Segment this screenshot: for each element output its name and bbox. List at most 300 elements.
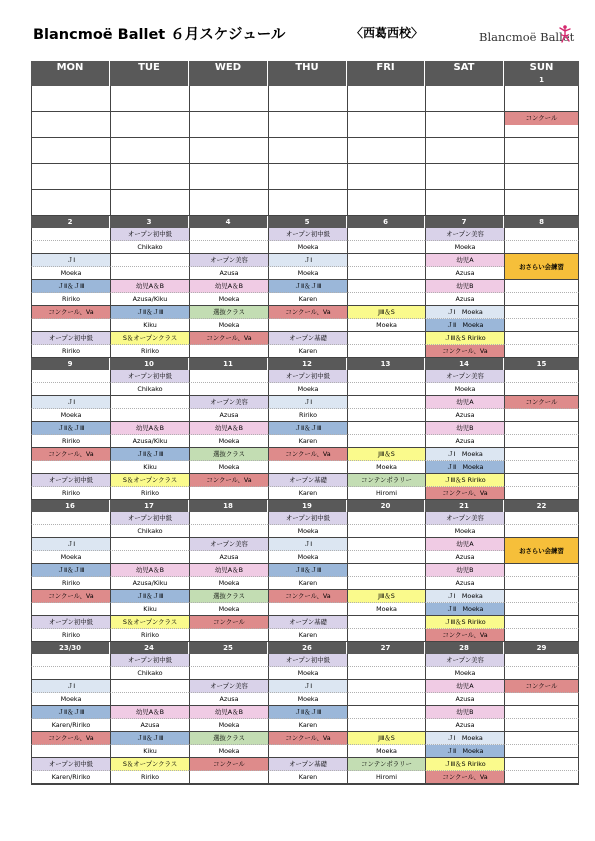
empty-slot	[110, 680, 189, 693]
empty-slot	[189, 512, 268, 525]
class-slot: オープン基礎	[268, 474, 347, 487]
empty-slot	[31, 241, 110, 254]
empty-slot	[504, 616, 579, 629]
empty-slot	[347, 616, 425, 629]
date-label: 19	[268, 500, 347, 512]
class-slot: ＪⅡ Moeka	[425, 745, 504, 758]
schedule-row	[31, 616, 579, 629]
empty-slot	[189, 383, 268, 396]
class-slot: Kiku	[110, 319, 189, 332]
class-slot: ＪⅠ Moeka	[425, 590, 504, 603]
date-label: 6	[347, 216, 425, 228]
class-slot: オープン初中級	[31, 332, 110, 345]
empty-slot	[504, 564, 579, 577]
class-slot: Moeka	[31, 693, 110, 706]
schedule-row	[31, 538, 579, 551]
empty-slot	[347, 280, 425, 293]
class-slot: 幼児A＆B	[189, 422, 268, 435]
class-slot: ＪⅢ＆S Ririko	[425, 758, 504, 771]
class-slot: Moeka	[347, 319, 425, 332]
class-slot: Ririko	[110, 345, 189, 358]
date-label	[347, 74, 425, 86]
class-slot: Azusa/Kiku	[110, 435, 189, 448]
class-slot: コンクール、Va	[189, 474, 268, 487]
schedule-row	[31, 590, 579, 603]
schedule-row	[31, 603, 579, 616]
class-slot: Moeka	[189, 293, 268, 306]
day-cell	[425, 86, 504, 216]
schedule-row	[31, 448, 579, 461]
week-block	[31, 654, 579, 784]
schedule-row	[31, 409, 579, 422]
empty-slot	[504, 345, 579, 358]
empty-slot	[189, 370, 268, 383]
class-slot: ＪⅡ＆ＪⅢ	[268, 422, 347, 435]
brand-logo	[477, 24, 577, 50]
empty-slot	[189, 345, 268, 358]
week-row	[31, 86, 579, 216]
class-slot: Moeka	[189, 745, 268, 758]
empty-slot	[189, 228, 268, 241]
empty-slot	[504, 409, 579, 422]
class-slot: 幼児A	[425, 680, 504, 693]
schedule-row	[31, 512, 579, 525]
class-slot: Karen/Ririko	[31, 719, 110, 732]
class-slot: Kiku	[110, 603, 189, 616]
class-slot: オープン基礎	[268, 332, 347, 345]
class-slot: Karen	[268, 771, 347, 784]
class-slot: Azusa	[425, 551, 504, 564]
class-slot: オープン初中級	[110, 228, 189, 241]
date-label: 7	[425, 216, 504, 228]
class-slot: ＪⅠ	[268, 680, 347, 693]
empty-slot	[347, 719, 425, 732]
class-slot: ＪⅡ Moeka	[425, 461, 504, 474]
class-slot: Moeka	[189, 435, 268, 448]
class-slot: 幼児A	[425, 538, 504, 551]
empty-slot	[504, 758, 579, 771]
class-slot: オープン初中級	[110, 370, 189, 383]
class-slot: Ririko	[110, 771, 189, 784]
class-slot: Moeka	[268, 693, 347, 706]
class-slot: オープン美容	[189, 254, 268, 267]
class-slot: Moeka	[268, 525, 347, 538]
class-slot: Azusa	[425, 267, 504, 280]
empty-slot	[31, 461, 110, 474]
class-slot: Chikako	[110, 241, 189, 254]
class-slot: ＪⅠ Moeka	[425, 306, 504, 319]
empty-slot	[189, 525, 268, 538]
class-slot: コンクール、Va	[425, 629, 504, 642]
empty-slot	[347, 629, 425, 642]
weekday-sun: SUN	[529, 62, 554, 73]
class-slot: オープン美容	[189, 680, 268, 693]
schedule-row	[31, 319, 579, 332]
weekday-fri: FRI	[347, 61, 425, 74]
class-slot: Azusa	[425, 577, 504, 590]
empty-slot	[347, 293, 425, 306]
class-slot: 幼児A	[425, 396, 504, 409]
empty-slot	[504, 370, 579, 383]
class-slot: コンテンポラリー	[347, 758, 425, 771]
empty-slot	[347, 525, 425, 538]
class-slot: ＪⅡ＆ＪⅢ	[31, 706, 110, 719]
date-label: 26	[268, 642, 347, 654]
day-cell	[110, 86, 189, 216]
class-slot: JⅢ＆S	[347, 306, 425, 319]
class-slot: Moeka	[268, 551, 347, 564]
class-slot: オープン初中級	[268, 228, 347, 241]
date-bar	[31, 358, 579, 370]
empty-slot	[347, 680, 425, 693]
empty-slot	[347, 512, 425, 525]
empty-slot	[268, 603, 347, 616]
weekday-sat: SAT	[425, 61, 504, 74]
empty-slot	[110, 693, 189, 706]
date-label: 11	[189, 358, 268, 370]
class-slot: 選抜クラス	[189, 306, 268, 319]
empty-slot	[504, 332, 579, 345]
empty-slot	[189, 629, 268, 642]
class-slot: Karen	[268, 719, 347, 732]
empty-slot	[347, 345, 425, 358]
class-slot: Karen	[268, 345, 347, 358]
class-slot: ＪⅠ	[31, 680, 110, 693]
schedule-row	[31, 293, 579, 306]
empty-slot	[347, 396, 425, 409]
empty-slot	[504, 383, 579, 396]
class-slot: Moeka	[425, 241, 504, 254]
empty-slot	[504, 525, 579, 538]
class-slot: Hiromi	[347, 487, 425, 500]
class-slot: コンクール、Va	[31, 306, 110, 319]
empty-slot	[347, 693, 425, 706]
class-slot: Karen/Ririko	[31, 771, 110, 784]
class-slot: Azusa/Kiku	[110, 577, 189, 590]
date-label: 25	[189, 642, 268, 654]
class-slot: ＪⅠ	[31, 396, 110, 409]
date-label: 1	[539, 76, 544, 84]
schedule-row	[31, 732, 579, 745]
day-cell	[189, 86, 268, 216]
schedule-calendar	[31, 61, 579, 785]
empty-slot	[504, 603, 579, 616]
class-slot: ＪⅡ＆ＪⅢ	[268, 706, 347, 719]
empty-slot	[110, 551, 189, 564]
page-header	[31, 18, 579, 48]
empty-slot	[347, 267, 425, 280]
date-label: 3	[110, 216, 189, 228]
schedule-row	[31, 383, 579, 396]
class-slot: コンクール、Va	[31, 732, 110, 745]
empty-slot	[347, 551, 425, 564]
schedule-row	[31, 370, 579, 383]
weekday-mon: MON	[31, 61, 110, 74]
class-slot: 幼児A＆B	[110, 280, 189, 293]
class-slot: オープン初中級	[268, 370, 347, 383]
class-slot: Moeka	[189, 577, 268, 590]
empty-slot	[504, 654, 579, 667]
class-slot: Azusa	[425, 409, 504, 422]
week-block	[31, 370, 579, 500]
class-slot: オープン美容	[425, 370, 504, 383]
class-slot: ＪⅡ＆ＪⅢ	[31, 564, 110, 577]
class-slot: Moeka	[31, 551, 110, 564]
empty-slot	[504, 512, 579, 525]
class-slot: Karen	[268, 577, 347, 590]
class-slot: コンクール、Va	[268, 732, 347, 745]
class-slot: コンクール、Va	[31, 590, 110, 603]
empty-slot	[189, 771, 268, 784]
class-slot: Moeka	[347, 461, 425, 474]
empty-slot	[504, 474, 579, 487]
empty-slot	[347, 422, 425, 435]
schedule-row	[31, 693, 579, 706]
empty-slot	[347, 564, 425, 577]
date-label: 9	[31, 358, 110, 370]
schedule-row	[31, 267, 579, 280]
class-slot: S＆オープンクラス	[110, 758, 189, 771]
page-title: Blancmoë Ballet ６月スケジュール	[33, 27, 286, 43]
empty-slot	[31, 603, 110, 616]
class-slot: Ririko	[31, 345, 110, 358]
class-slot: Moeka	[347, 745, 425, 758]
schedule-row	[31, 306, 579, 319]
class-slot: コンクール	[504, 396, 579, 409]
class-slot: Kiku	[110, 745, 189, 758]
class-slot: コンクール、Va	[425, 771, 504, 784]
class-slot: ＪⅡ Moeka	[425, 319, 504, 332]
class-slot: Moeka	[268, 241, 347, 254]
schedule-row	[31, 758, 579, 771]
empty-slot	[110, 538, 189, 551]
empty-slot	[504, 732, 579, 745]
class-slot: コンクール、Va	[425, 345, 504, 358]
schedule-row	[31, 487, 579, 500]
class-slot: コンクール	[189, 616, 268, 629]
class-slot: 幼児A＆B	[189, 564, 268, 577]
date-label	[189, 74, 268, 86]
class-slot: Ririko	[31, 577, 110, 590]
schedule-row	[31, 422, 579, 435]
schedule-row	[31, 680, 579, 693]
empty-slot	[504, 293, 579, 306]
class-slot: Azusa	[189, 267, 268, 280]
date-label: 2	[31, 216, 110, 228]
empty-slot	[504, 590, 579, 603]
empty-slot	[504, 706, 579, 719]
empty-slot	[347, 667, 425, 680]
class-slot: Azusa	[189, 551, 268, 564]
date-label	[268, 74, 347, 86]
schedule-row	[31, 719, 579, 732]
class-slot: Moeka	[425, 525, 504, 538]
schedule-row	[31, 629, 579, 642]
empty-slot	[110, 409, 189, 422]
schedule-row	[31, 564, 579, 577]
class-slot: コンテンポラリー	[347, 474, 425, 487]
class-slot: ＪⅡ＆ＪⅢ	[110, 448, 189, 461]
class-slot: コンクール、Va	[189, 332, 268, 345]
class-slot: ＪⅡ＆ＪⅢ	[268, 564, 347, 577]
schedule-row	[31, 551, 579, 564]
empty-slot	[110, 396, 189, 409]
class-slot: 幼児B	[425, 706, 504, 719]
class-slot: オープン初中級	[110, 654, 189, 667]
class-slot: コンクール、Va	[268, 306, 347, 319]
class-slot: Kiku	[110, 461, 189, 474]
weekday-wed: WED	[189, 61, 268, 74]
day-cell	[31, 86, 110, 216]
empty-slot	[504, 422, 579, 435]
class-slot: オープン初中級	[268, 654, 347, 667]
empty-slot	[504, 719, 579, 732]
class-slot: 幼児A＆B	[189, 280, 268, 293]
class-slot: ＪⅡ＆ＪⅢ	[268, 280, 347, 293]
class-slot: S＆オープンクラス	[110, 332, 189, 345]
schedule-row	[31, 461, 579, 474]
class-slot: 幼児B	[425, 422, 504, 435]
empty-slot	[347, 332, 425, 345]
class-slot: ＪⅠ	[268, 396, 347, 409]
class-slot: Karen	[268, 487, 347, 500]
empty-slot	[347, 409, 425, 422]
empty-slot	[347, 370, 425, 383]
class-slot: JⅢ＆S	[347, 732, 425, 745]
class-slot: Karen	[268, 435, 347, 448]
class-slot: Azusa	[425, 435, 504, 448]
class-slot: オープン美容	[425, 512, 504, 525]
date-bar	[31, 216, 579, 228]
schedule-row	[31, 577, 579, 590]
class-slot: コンクール、Va	[268, 448, 347, 461]
schedule-row	[31, 706, 579, 719]
date-label: 23/30	[31, 642, 110, 654]
class-slot: ＪⅠ	[268, 538, 347, 551]
empty-slot	[504, 577, 579, 590]
empty-slot	[110, 267, 189, 280]
class-slot: ＪⅢ＆S Ririko	[425, 474, 504, 487]
weekday-header	[31, 61, 579, 74]
class-slot: ＪⅢ＆S Ririko	[425, 332, 504, 345]
class-slot: Moeka	[31, 267, 110, 280]
empty-slot	[189, 487, 268, 500]
schedule-row	[31, 525, 579, 538]
date-label: 15	[536, 360, 547, 368]
date-label: 14	[425, 358, 504, 370]
class-slot: Moeka	[189, 719, 268, 732]
date-label: 28	[425, 642, 504, 654]
empty-slot	[504, 693, 579, 706]
class-slot: Azusa	[425, 719, 504, 732]
class-slot: 選抜クラス	[189, 448, 268, 461]
class-slot: Moeka	[268, 667, 347, 680]
date-label: 10	[110, 358, 189, 370]
class-slot: Azusa	[189, 693, 268, 706]
class-slot: Karen	[268, 629, 347, 642]
empty-slot	[347, 254, 425, 267]
schedule-row	[31, 435, 579, 448]
class-slot: Moeka	[425, 667, 504, 680]
class-slot: Ririko	[31, 487, 110, 500]
class-slot: 幼児A＆B	[110, 564, 189, 577]
empty-slot	[504, 487, 579, 500]
class-slot: オープン初中級	[110, 512, 189, 525]
weekday-thu: THU	[268, 61, 347, 74]
class-slot: Azusa	[110, 719, 189, 732]
empty-slot	[504, 771, 579, 784]
class-slot: オープン初中級	[31, 474, 110, 487]
class-slot: Chikako	[110, 667, 189, 680]
class-slot: オープン美容	[425, 654, 504, 667]
week-block	[31, 228, 579, 358]
date-label: 17	[110, 500, 189, 512]
class-slot: コンクール、Va	[425, 487, 504, 500]
bottom-rule	[31, 784, 579, 785]
date-label: 5	[268, 216, 347, 228]
day-cell	[347, 86, 425, 216]
empty-slot	[504, 228, 579, 241]
date-label: 18	[189, 500, 268, 512]
class-slot: Hiromi	[347, 771, 425, 784]
class-slot: 幼児A＆B	[189, 706, 268, 719]
class-slot: オープン初中級	[31, 758, 110, 771]
day-cell	[268, 86, 347, 216]
date-label: 22	[536, 502, 547, 510]
date-label: 27	[347, 642, 425, 654]
class-slot: ＪⅠ Moeka	[425, 448, 504, 461]
class-slot: Moeka	[31, 409, 110, 422]
class-slot: ＪⅠ	[31, 538, 110, 551]
event-osaraikai: おさらい会練習	[504, 538, 579, 564]
empty-slot	[31, 370, 110, 383]
class-slot: 選抜クラス	[189, 590, 268, 603]
date-label	[31, 74, 110, 86]
class-slot: ＪⅢ＆S Ririko	[425, 616, 504, 629]
class-slot: Ririko	[31, 435, 110, 448]
class-slot: Ririko	[268, 409, 347, 422]
empty-slot	[268, 319, 347, 332]
date-label: 24	[110, 642, 189, 654]
empty-slot	[504, 745, 579, 758]
date-bar	[31, 500, 579, 512]
weekday-tue: TUE	[110, 61, 189, 74]
empty-slot	[347, 577, 425, 590]
empty-slot	[31, 745, 110, 758]
class-slot: Azusa	[189, 409, 268, 422]
day-cell	[504, 86, 579, 216]
empty-slot	[31, 319, 110, 332]
empty-slot	[347, 654, 425, 667]
class-slot: ＪⅡ＆ＪⅢ	[110, 732, 189, 745]
schedule-row	[31, 332, 579, 345]
empty-slot	[189, 241, 268, 254]
empty-slot	[504, 629, 579, 642]
empty-slot	[189, 654, 268, 667]
class-slot: Moeka	[268, 267, 347, 280]
class-slot: JⅢ＆S	[347, 448, 425, 461]
class-slot: 幼児B	[425, 564, 504, 577]
class-slot: Azusa	[425, 693, 504, 706]
schedule-row	[31, 667, 579, 680]
class-slot: ＪⅡ Moeka	[425, 603, 504, 616]
class-slot: オープン基礎	[268, 758, 347, 771]
class-slot: 幼児A＆B	[110, 706, 189, 719]
ballerina-icon	[557, 24, 573, 44]
class-slot: ＪⅡ＆ＪⅢ	[31, 280, 110, 293]
empty-slot	[347, 241, 425, 254]
empty-slot	[268, 461, 347, 474]
